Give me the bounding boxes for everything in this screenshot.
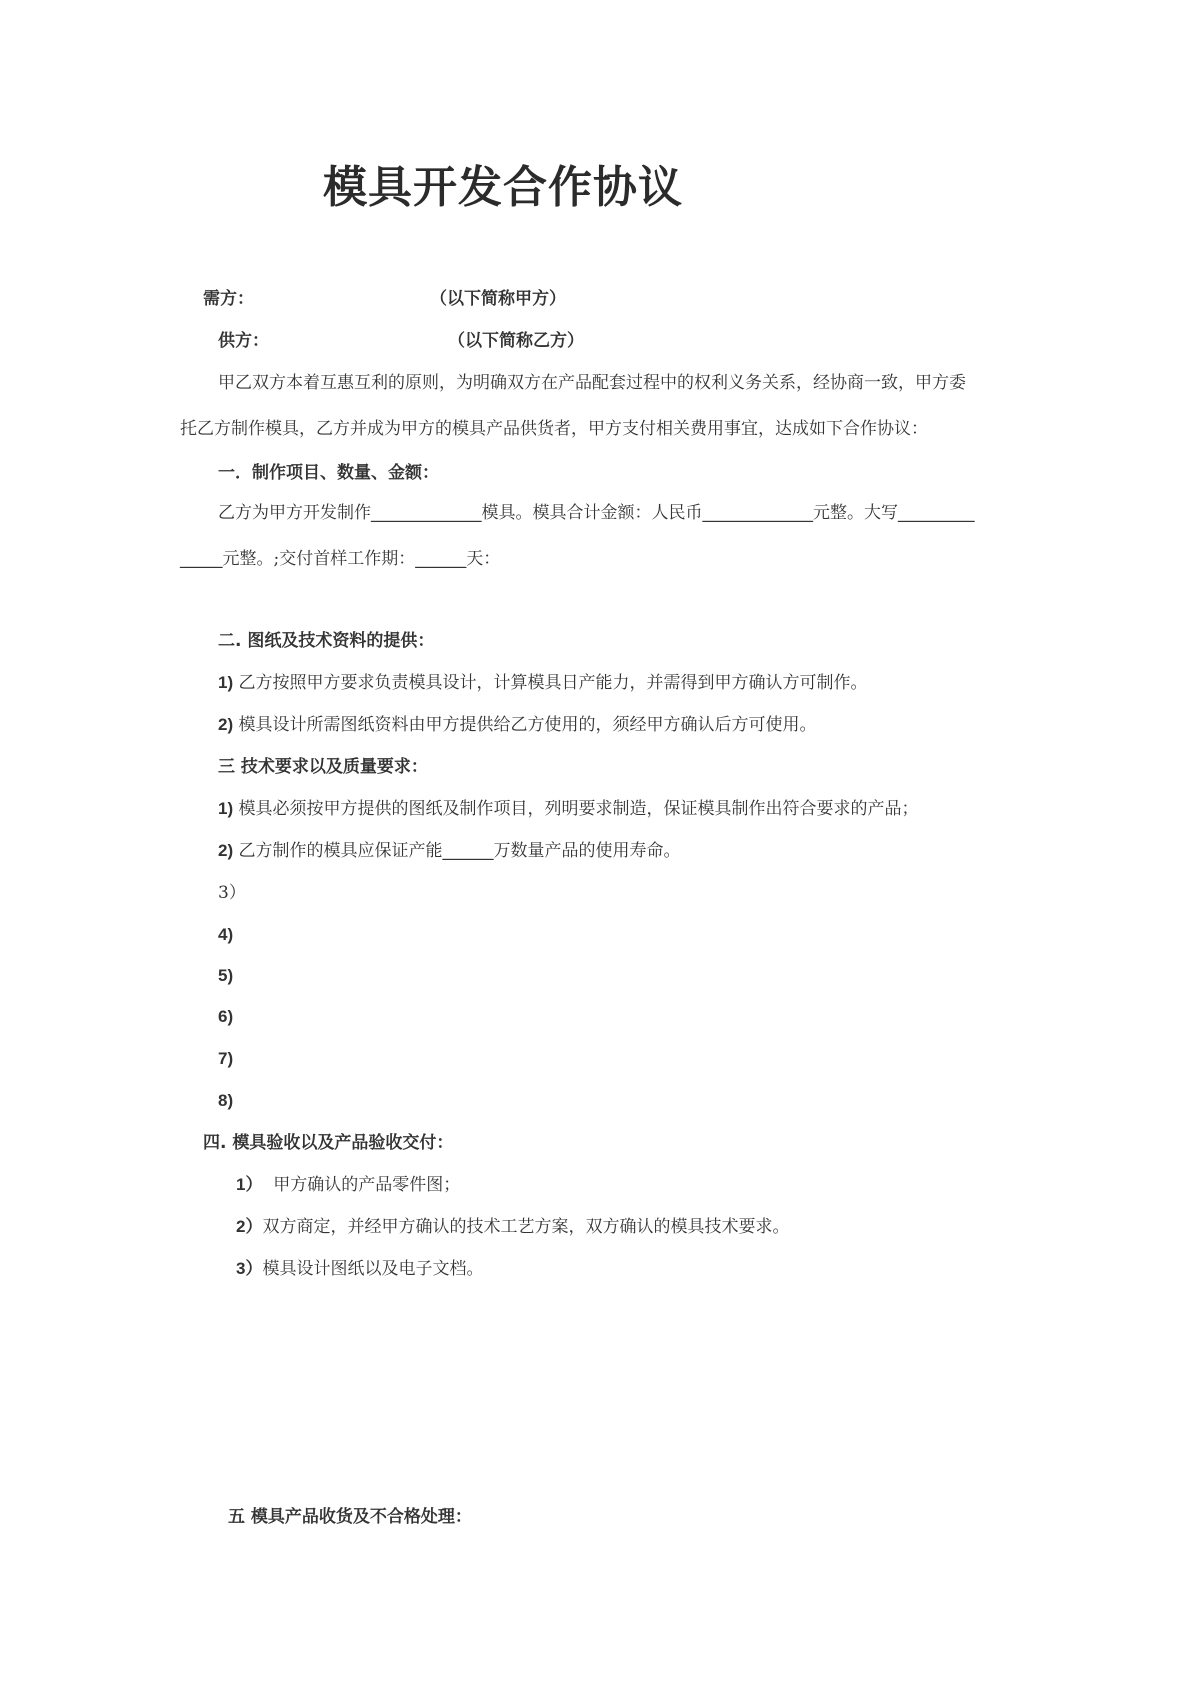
section-5-heading: 五 模具产品收货及不合格处理： <box>228 1507 472 1527</box>
section-4-item-1 <box>236 1174 460 1196</box>
section-4-heading: 四. 模具验收以及产品验收交付： <box>203 1133 454 1153</box>
section-3-item-5: 5) <box>218 966 234 985</box>
section-3-item-4: 4) <box>218 925 234 944</box>
intro-line-2: 托乙方制作模具，乙方并成为甲方的模具产品供货者，甲方支付相关费用事宜，达成如下合作协议： <box>180 419 928 439</box>
document-title: 模具开发合作协议 <box>323 162 683 213</box>
s1-blank-days: ______ <box>415 549 467 569</box>
s3-item-2-text-b: 万数量产品的使用寿命。 <box>493 841 681 861</box>
s4-item-2-text: 双方商定，并经甲方确认的技术工艺方案，双方确认的模具技术要求。 <box>262 1217 790 1237</box>
section-3-item-1 <box>218 798 919 820</box>
s1-text-c: 元整。大写 <box>813 503 898 523</box>
section-3-item-3: 3） <box>218 883 246 903</box>
section-4-item-2 <box>236 1216 789 1238</box>
s1-blank-item: __________ <box>371 503 456 523</box>
s2-item-2-number: 2) <box>218 715 234 734</box>
s4-item-2-number: 2） <box>236 1217 263 1236</box>
s2-item-1-text: 乙方按照甲方要求负责模具设计，计算模具日产能力，并需得到甲方确认方可制作。 <box>238 673 868 693</box>
s3-item-2-number: 2) <box>218 841 234 860</box>
s1-text-e: 天： <box>466 549 501 569</box>
s1-blank-amount-words: _________ <box>898 503 975 523</box>
section-3-item-6: 6) <box>218 1007 234 1026</box>
s1-text-b: 模具。模具合计金额：人民币 <box>481 503 703 523</box>
s2-item-1-number: 1) <box>218 673 234 692</box>
s1-blank-qty: ___ <box>456 503 482 523</box>
s3-blank-capacity: ______ <box>442 841 494 861</box>
s4-item-3-number: 3） <box>236 1259 263 1278</box>
section-2-item-1 <box>218 672 868 694</box>
section-3-item-2 <box>218 840 681 862</box>
s4-item-1-number: 1） <box>236 1175 263 1194</box>
section-4-item-3 <box>236 1258 483 1280</box>
section-1-line-1 <box>218 502 975 524</box>
demand-party-note: （以下简称甲方） <box>430 289 566 309</box>
section-1-line-2 <box>180 548 500 570</box>
s4-item-1-text: 甲方确认的产品零件图； <box>273 1175 461 1195</box>
s3-item-2-text-a: 乙方制作的模具应保证产能 <box>238 841 443 861</box>
s2-item-2-text: 模具设计所需图纸资料由甲方提供给乙方使用的，须经甲方确认后方可使用。 <box>238 715 817 735</box>
s1-text-a: 乙方为甲方开发制作 <box>218 503 371 523</box>
section-3-item-7: 7) <box>218 1049 234 1068</box>
s3-item-1-text: 模具必须按甲方提供的图纸及制作项目，列明要求制造，保证模具制作出符合要求的产品； <box>238 799 919 819</box>
section-3-item-8: 8) <box>218 1091 234 1110</box>
supply-party-note: （以下简称乙方） <box>448 331 584 351</box>
demand-party-label: 需方： <box>203 289 254 309</box>
section-2-heading: 二. 图纸及技术资料的提供： <box>218 631 435 651</box>
section-2-item-2 <box>218 714 817 736</box>
supply-party-label: 供方： <box>218 331 269 351</box>
s1-blank-amount: _____________ <box>702 503 813 523</box>
s3-item-1-number: 1) <box>218 799 234 818</box>
intro-line-1: 甲乙双方本着互惠互利的原则，为明确双方在产品配套过程中的权利义务关系，经协商一致，甲方委 <box>218 373 966 393</box>
s1-text-d: 元整。;交付首样工作期： <box>222 549 416 569</box>
section-1-heading: 一．制作项目、数量、金额： <box>218 463 439 483</box>
s1-blank-words-cont: _____ <box>180 549 223 569</box>
s4-item-3-text: 模具设计图纸以及电子文档。 <box>262 1259 484 1279</box>
section-3-heading: 三 技术要求以及质量要求： <box>218 757 428 777</box>
